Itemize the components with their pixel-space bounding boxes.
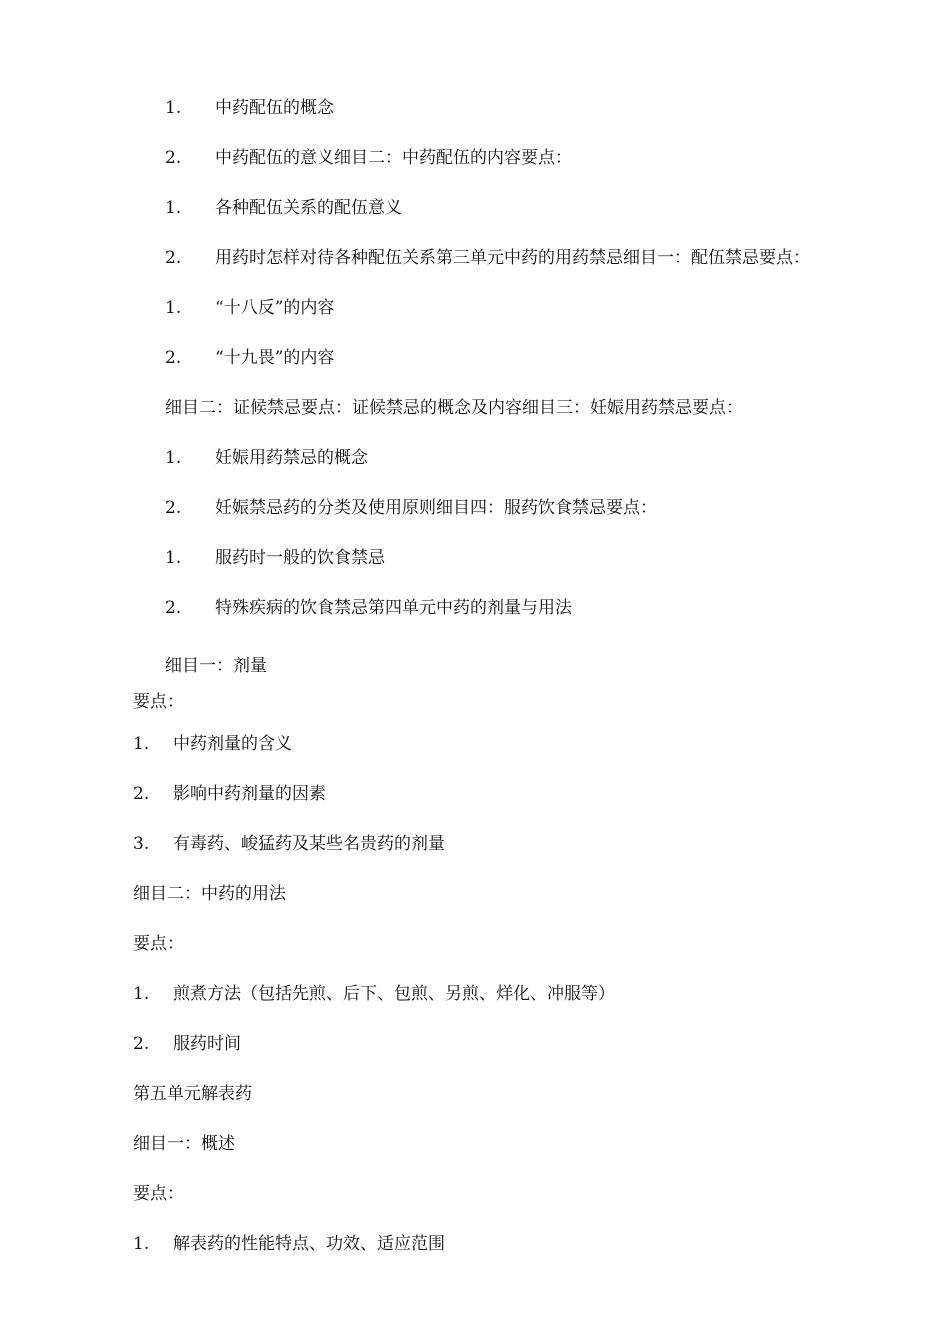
list-text: 有毒药、峻猛药及某些名贵药的剂量 (173, 834, 445, 854)
list-number: 2. (165, 148, 182, 168)
unit-heading: 第五单元解表药 (133, 1084, 252, 1104)
list-number: 1. (165, 98, 182, 118)
section-heading: 细目一：概述 (133, 1134, 235, 1154)
list-number: 2. (165, 598, 182, 618)
list-number: 2. (165, 348, 182, 368)
list-text: 中药剂量的含义 (173, 734, 292, 754)
paragraph: 要点： (133, 934, 184, 954)
list-number: 1. (165, 548, 182, 568)
list-text: “十九畏”的内容 (215, 348, 335, 368)
list-text: 解表药的性能特点、功效、适应范围 (173, 1234, 445, 1254)
list-text: “十八反”的内容 (215, 298, 335, 318)
list-text: 影响中药剂量的因素 (173, 784, 326, 804)
list-text: 妊娠用药禁忌的概念 (215, 448, 368, 468)
list-number: 2. (165, 248, 182, 268)
list-number: 3. (133, 834, 150, 854)
paragraph: 细目二：证候禁忌要点：证候禁忌的概念及内容细目三：妊娠用药禁忌要点： (165, 398, 743, 418)
section-heading: 细目二：中药的用法 (133, 884, 286, 904)
paragraph: 要点： (133, 1184, 184, 1204)
list-number: 1. (165, 198, 182, 218)
list-number: 1. (133, 1234, 150, 1254)
list-number: 2. (165, 498, 182, 518)
paragraph: 要点： (133, 692, 184, 712)
list-text: 妊娠禁忌药的分类及使用原则细目四：服药饮食禁忌要点： (215, 498, 657, 518)
list-text: 服药时间 (173, 1034, 241, 1054)
list-text: 煎煮方法（包括先煎、后下、包煎、另煎、烊化、冲服等） (173, 984, 615, 1004)
list-text: 中药配伍的概念 (215, 98, 334, 118)
list-text: 特殊疾病的饮食禁忌第四单元中药的剂量与用法 (215, 598, 572, 618)
list-text: 各种配伍关系的配伍意义 (215, 198, 402, 218)
list-number: 1. (133, 734, 150, 754)
list-text: 服药时一般的饮食禁忌 (215, 548, 385, 568)
list-number: 2. (133, 1034, 150, 1054)
list-number: 1. (133, 984, 150, 1004)
list-text: 用药时怎样对待各种配伍关系第三单元中药的用药禁忌细目一：配伍禁忌要点： (215, 248, 810, 268)
list-number: 2. (133, 784, 150, 804)
list-number: 1. (165, 298, 182, 318)
list-number: 1. (165, 448, 182, 468)
section-heading: 细目一：剂量 (165, 656, 267, 676)
list-text: 中药配伍的意义细目二：中药配伍的内容要点： (215, 148, 572, 168)
